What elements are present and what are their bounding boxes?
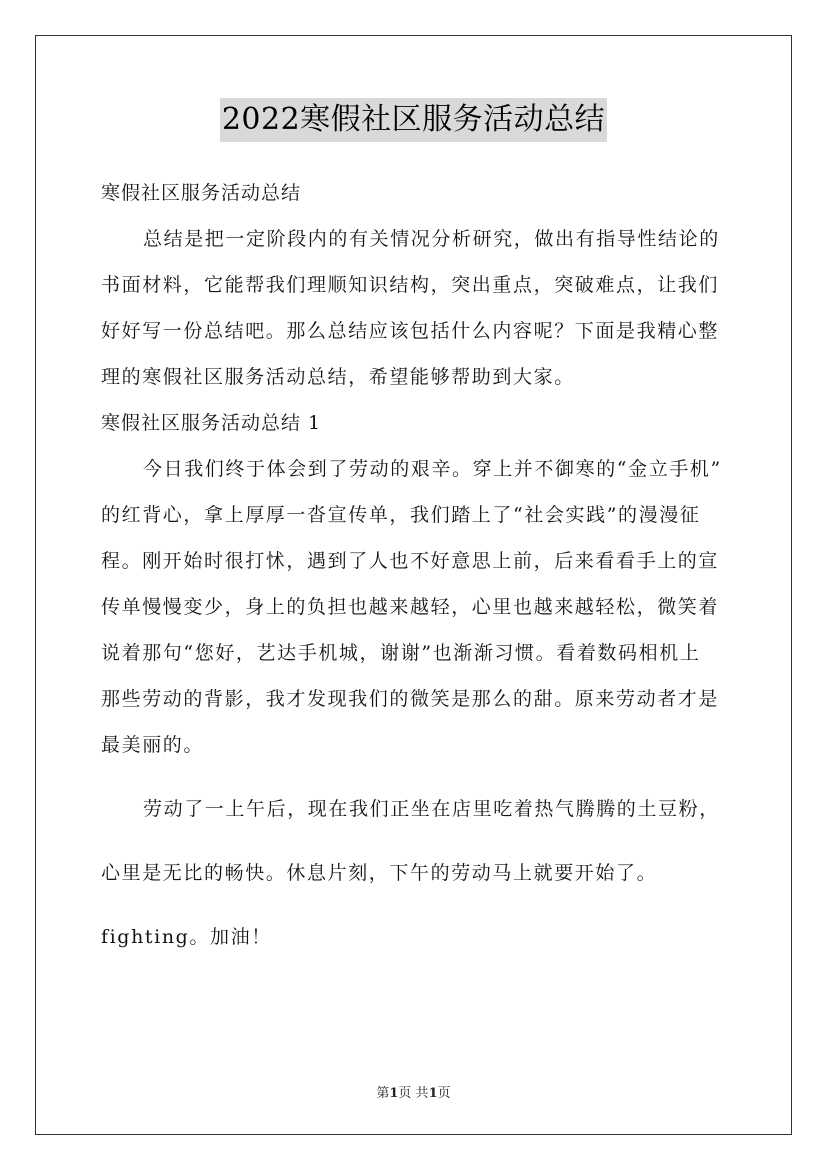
page-label-prefix: 第 (376, 1086, 390, 1101)
paragraph-line: 说着那句“您好，艺达手机城，谢谢”也渐渐习惯。看着数码相机上 (101, 642, 701, 664)
paragraph-line: 心里是无比的畅快。休息片刻，下午的劳动马上就要开始了。 (101, 862, 658, 884)
paragraph-line: 那些劳动的背影，我才发现我们的微笑是那么的甜。原来劳动者才是 (101, 688, 720, 710)
paragraph-gap (101, 896, 731, 914)
title-wrap (0, 98, 827, 142)
intro-line: 好好写一份总结吧。那么总结应该包括什么内容呢？下面是我精心整 (101, 320, 720, 342)
intro-line: 书面材料，它能帮我们理顺知识结构，突出重点，突破难点，让我们 (101, 274, 720, 296)
section-heading: 寒假社区服务活动总结 1 (101, 412, 322, 434)
paragraph-line: 传单慢慢变少，身上的负担也越来越轻，心里也越来越轻松，微笑着 (101, 596, 720, 618)
paragraph-gap (101, 832, 731, 850)
paragraph-line: 劳动了一上午后，现在我们正坐在店里吃着热气腾腾的土豆粉， (143, 798, 720, 820)
document-body (101, 170, 731, 960)
page-label-suffix: 页 (437, 1086, 451, 1101)
intro-line: 理的寒假社区服务活动总结，希望能够帮助到大家。 (101, 366, 575, 388)
total-pages: 1 (428, 1086, 438, 1101)
document-title: 2022寒假社区服务活动总结 (220, 98, 607, 142)
paragraph-line: 的红背心，拿上厚厚一沓宣传单，我们踏上了“社会实践”的漫漫征 (101, 504, 701, 526)
intro-line: 总结是把一定阶段内的有关情况分析研究，做出有指导性结论的 (143, 228, 720, 250)
paragraph-gap (101, 768, 731, 786)
paragraph-line: 最美丽的。 (101, 734, 205, 756)
page-footer (0, 1082, 827, 1101)
document-subtitle: 寒假社区服务活动总结 (101, 182, 302, 204)
paragraph-line: 程。刚开始时很打怵，遇到了人也不好意思上前，后来看看手上的宣 (101, 550, 720, 572)
page-number: 1 (389, 1086, 399, 1101)
page-label-mid: 页 共 (398, 1086, 429, 1101)
paragraph-line: fighting。加油！ (101, 926, 272, 948)
paragraph-line: 今日我们终于体会到了劳动的艰辛。穿上并不御寒的“金立手机” (143, 458, 722, 480)
